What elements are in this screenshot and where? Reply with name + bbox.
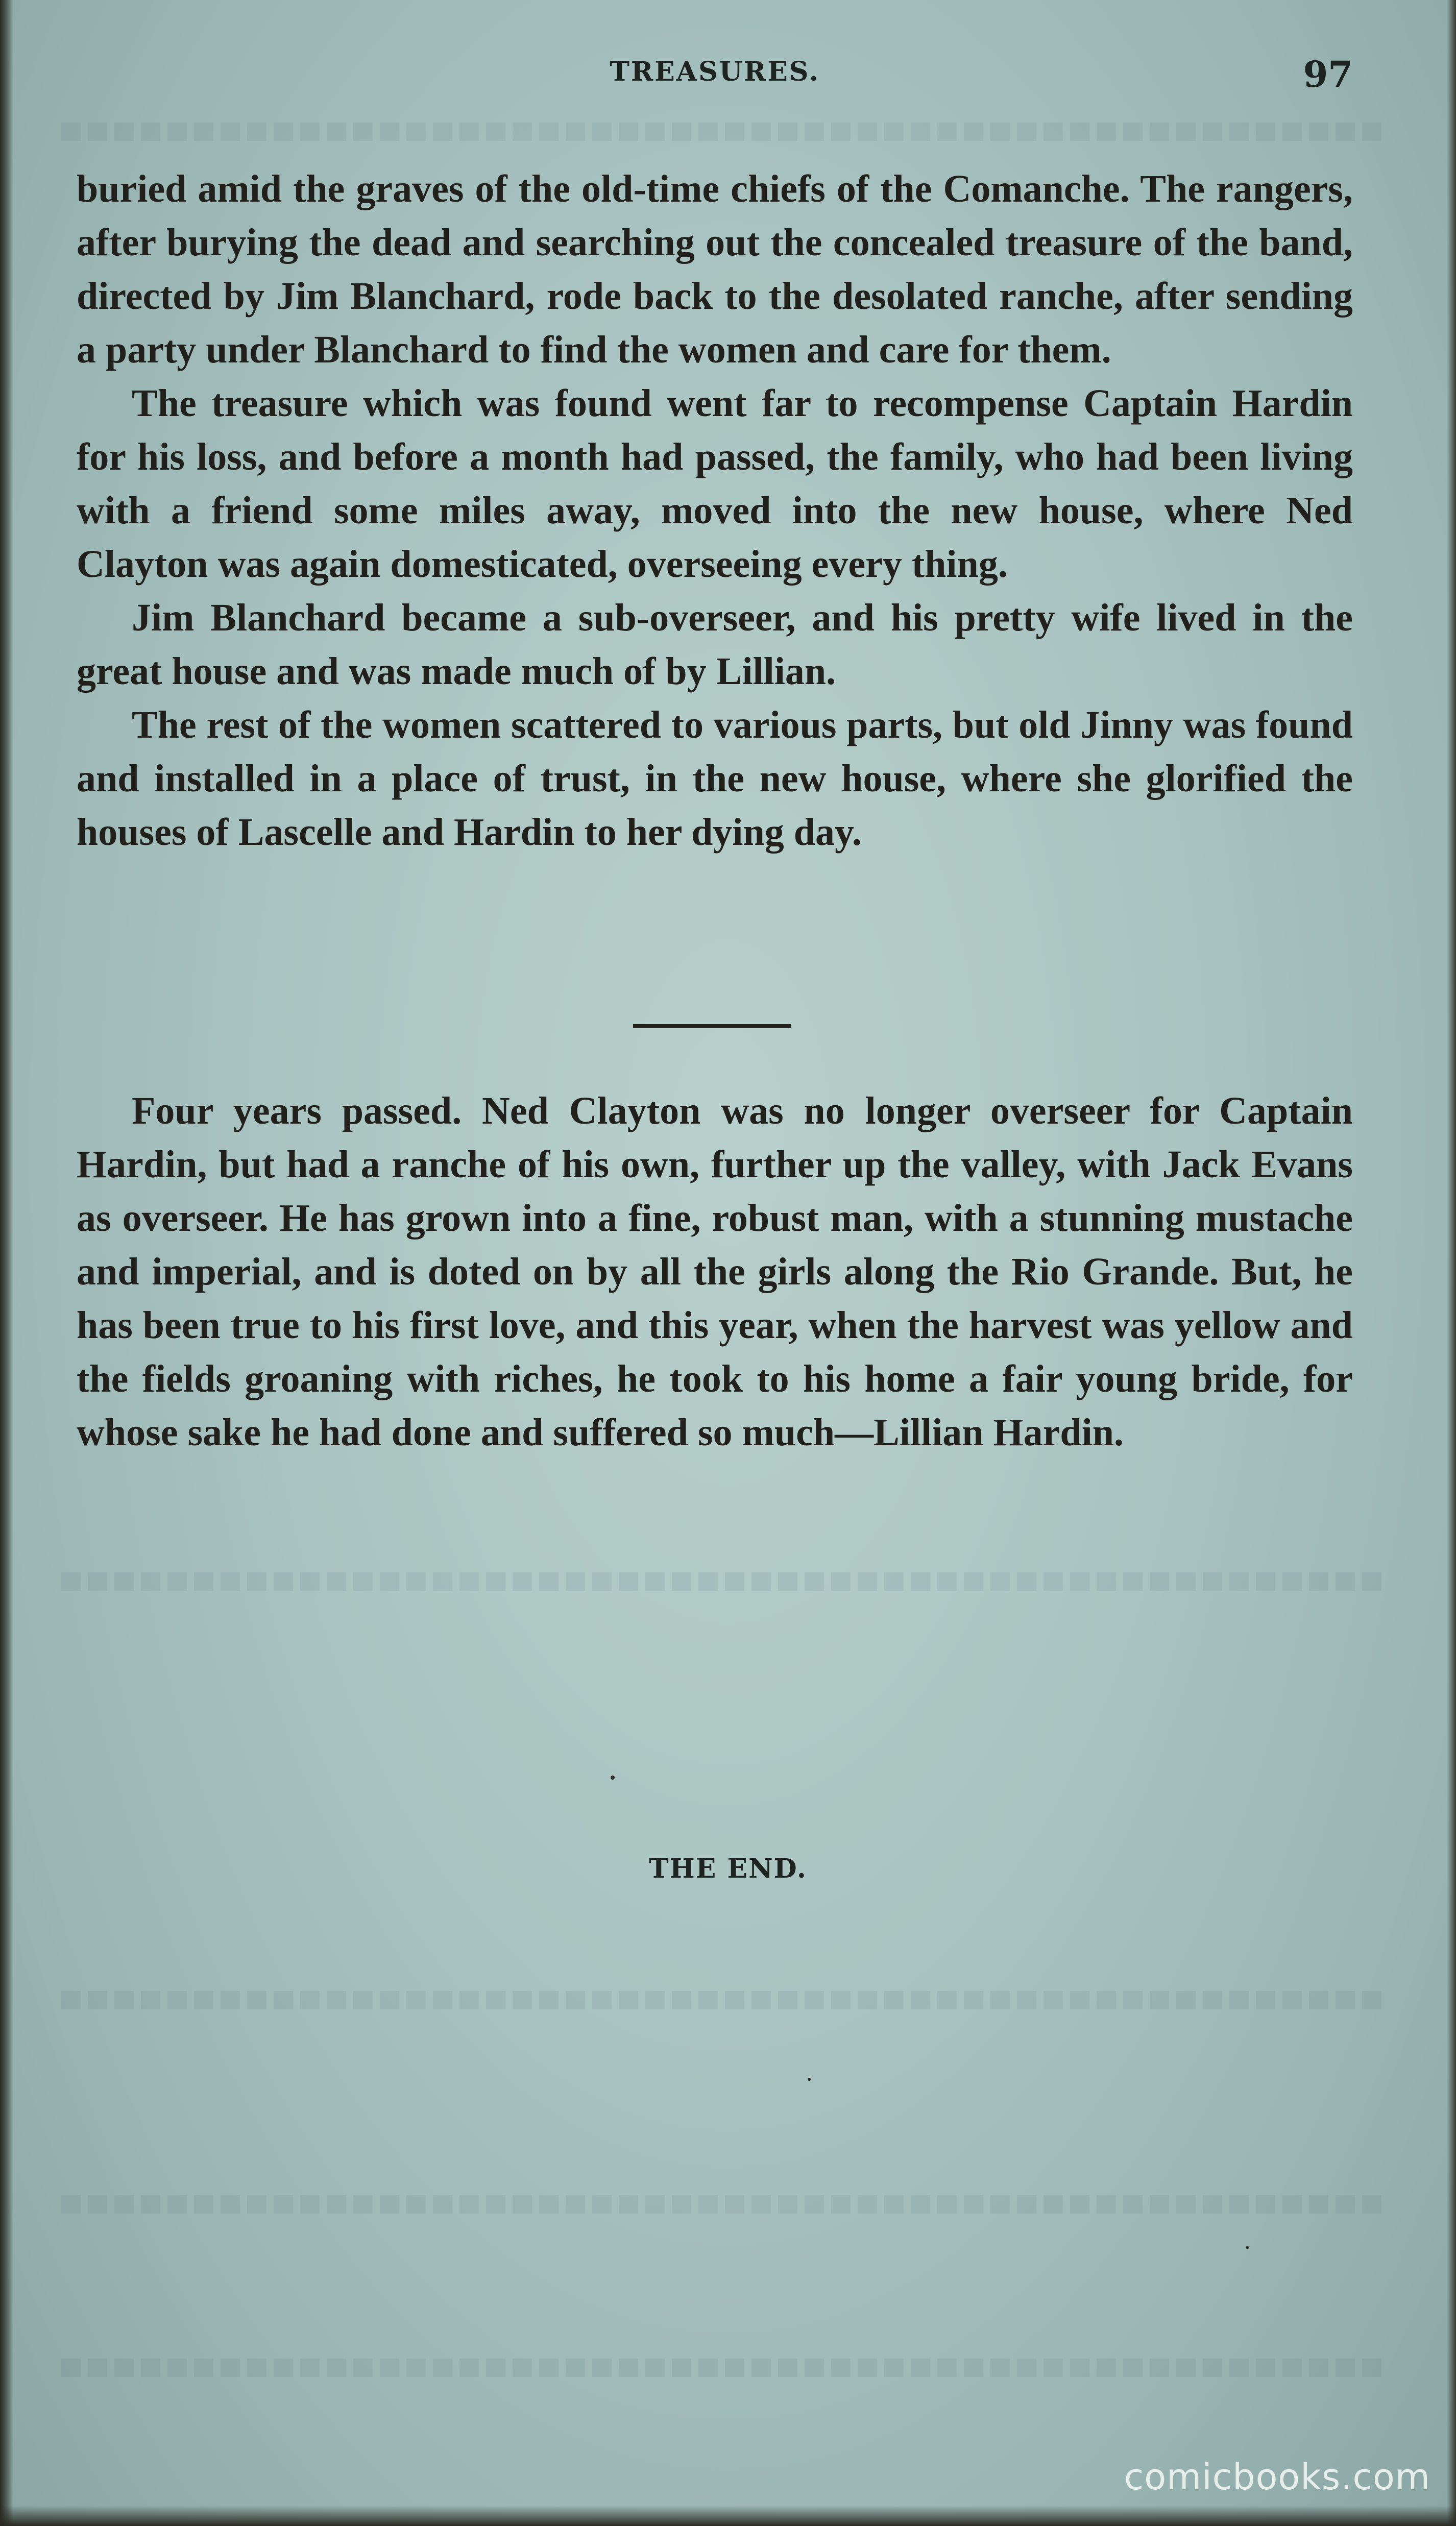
section-divider-rule <box>633 1024 791 1028</box>
bleed-through-mark <box>61 123 1389 141</box>
paragraph: buried amid the graves of the old-time chiefs of the Comanche. The rangers, after burying the dead and searching out the concealed treasure of the band, directed by Jim Blanchard, rode back to the desolated ranche, after sending a party under Blanchard to find the women and care for them. <box>77 167 1353 371</box>
bleed-through-mark <box>61 1572 1389 1591</box>
bleed-through-mark <box>61 2359 1389 2377</box>
paragraph: Jim Blanchard became a sub-overseer, and his pretty wife lived in the great house and was made much of by Lillian. <box>77 596 1353 693</box>
ink-speck <box>1246 2246 1249 2249</box>
closing-the-end: THE END. <box>648 1853 808 1884</box>
watermark: comicbooks.com <box>1124 2456 1430 2498</box>
page-right-edge <box>1447 0 1456 2526</box>
bleed-through-mark <box>61 2195 1389 2214</box>
text-block-top <box>77 162 1353 859</box>
page-left-edge <box>0 0 13 2526</box>
paragraph: The treasure which was found went far to recompense Captain Hardin for his loss, and before a month had passed, the family, who had been living with a friend some miles away, moved into the new house, where Ned Clayton was again domesticated, overseeing every thing. <box>77 382 1353 586</box>
text-block-bottom <box>77 1084 1353 1460</box>
running-head: TREASURES. <box>610 56 820 87</box>
paragraph: Four years passed. Ned Clayton was no longer overseer for Captain Hardin, but had a ranche of his own, further up the valley, with Jack Evans as overseer. He has grown into a fine, robust man, with a stunning mustache and imperial, and is doted on by all the girls along the Rio Grande. But, he has been true to his first love, and this year, when the harvest was yellow and the fields groaning with riches, he took to his home a fair young bride, for whose sake he had done and suffered so much—Lillian Hardin. <box>77 1089 1353 1454</box>
ink-speck <box>611 1776 615 1780</box>
page-bottom-edge <box>0 2506 1456 2526</box>
bleed-through-mark <box>61 1991 1389 2009</box>
ink-speck <box>808 2078 811 2081</box>
page-number: 97 <box>1303 53 1353 95</box>
paragraph: The rest of the women scattered to various parts, but old Jinny was found and installed in a place of trust, in the new house, where she glorified the houses of Lascelle and Hardin to her dying day. <box>77 703 1353 854</box>
page-header <box>77 53 1353 102</box>
